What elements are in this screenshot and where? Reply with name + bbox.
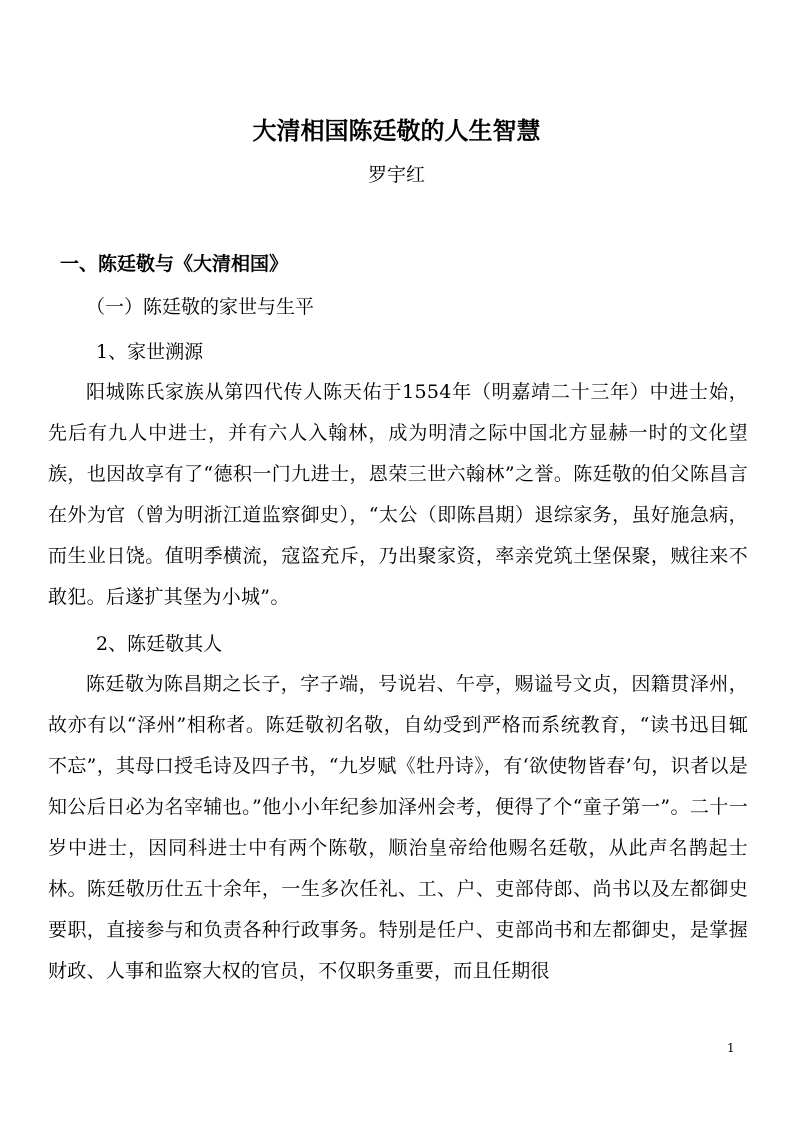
author-name: 罗宇红 bbox=[367, 164, 425, 186]
paragraph-biography: 陈廷敬为陈昌期之长子，字子端，号说岩、午亭，赐谥号文贞，因籍贯泽州，故亦有以“泽州”相称者。陈廷敬初名敬，自幼受到严格而系统教育，“读书迅目辄不忘”，其母口授毛诗及四子书，“九岁赋《牡丹诗》，有‘欲使物皆春’句，识者以是知公后日必为名宰辅也。”他小小年纪参加泽州会考，便得了个“童子第一”。二十一岁中进士，因同科进士中有两个陈敬，顺治皇帝给他赐名廷敬，从此声名鹊起士林。陈廷敬历仕五十余年，一生多次任礼、工、户、吏部侍郎、尚书以及左都御史要职，直接参与和负责各种行政事务。特别是任户、吏部尚书和左都御史，是掌握财政、人事和监察大权的官员，不仅职务重要，而且任期很 bbox=[48, 673, 748, 982]
page-number: 1 bbox=[727, 1041, 735, 1055]
section-number: 一、 bbox=[60, 253, 99, 275]
item-heading-1: 1、家世溯源 bbox=[96, 341, 204, 363]
item-heading-2: 2、陈廷敬其人 bbox=[96, 633, 223, 655]
paragraph-family-origin: 阳城陈氏家族从第四代传人陈天佑于1554年（明嘉靖二十三年）中进士始，先后有九人中进士，并有六人入翰林，成为明清之际中国北方显赫一时的文化望族，也因故享有了“德积一门九进士，恩荣三世六翰林”之誉。陈廷敬的伯父陈昌言在外为官（曾为明浙江道监察御史），“太公（即陈昌期）退综家务，虽好施急病，而生业日饶。值明季横流，寇盗充斥，乃出聚家资，率亲党筑土堡保聚，贼往来不敢犯。后遂扩其堡为小城”。 bbox=[48, 381, 748, 608]
section-title: 陈廷敬与《大清相国》 bbox=[98, 253, 289, 275]
document-title: 大清相国陈廷敬的人生智慧 bbox=[252, 116, 541, 145]
section-heading-1 bbox=[60, 248, 288, 280]
subsection-heading: （一）陈廷敬的家世与生平 bbox=[86, 296, 315, 318]
